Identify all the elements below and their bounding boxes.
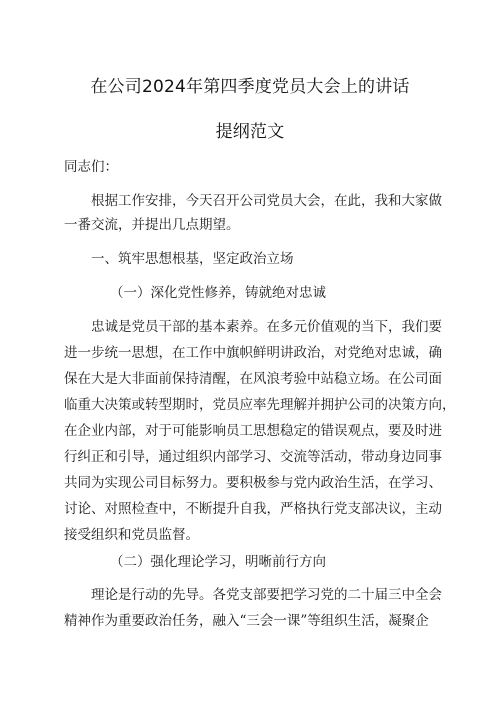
subsection-heading: （一）深化党性修养，铸就绝对忠诚 <box>110 285 326 301</box>
body-line: 临重大决策或转型期时，党员应率先理解并拥护公司的决策方向， <box>64 397 456 413</box>
body-line: 进一步统一思想，在工作中旗帜鲜明讲政治，对党绝对忠诚，确 <box>64 345 442 361</box>
section-heading: 一、筑牢思想根基，坚定政治立场 <box>91 251 294 267</box>
body-line: 接受组织和党员监督。 <box>64 527 199 543</box>
document-title: 在公司2024年第四季度党员大会上的讲话 <box>90 77 410 97</box>
document-title-continued: 提纲范文 <box>215 122 285 142</box>
body-line: 理论是行动的先导。各党支部要把学习党的二十届三中全会 <box>91 587 442 603</box>
body-line: 保在大是大非面前保持清醒，在风浪考验中站稳立场。在公司面 <box>64 371 442 387</box>
body-line: 忠诚是党员干部的基本素养。在多元价值观的当下，我们要 <box>91 319 442 335</box>
intro-line: 根据工作安排，今天召开公司党员大会，在此，我和大家做 <box>91 193 442 209</box>
intro-line: 一番交流，并提出几点期望。 <box>64 217 240 233</box>
body-line: 共同为实现公司目标努力。要积极参与党内政治生活，在学习、 <box>64 475 442 491</box>
salutation: 同志们： <box>64 159 118 175</box>
subsection-heading: （二）强化理论学习，明晰前行方向 <box>110 554 326 570</box>
body-line: 精神作为重要政治任务，融入“三会一课”等组织生活，凝聚企 <box>64 613 429 629</box>
body-line: 讨论、对照检查中，不断提升自我，严格执行党支部决议，主动 <box>64 501 442 517</box>
body-line: 行纠正和引导，通过组织内部学习、交流等活动，带动身边同事 <box>64 449 442 465</box>
body-line: 在企业内部，对于可能影响员工思想稳定的错误观点，要及时进 <box>64 423 442 439</box>
